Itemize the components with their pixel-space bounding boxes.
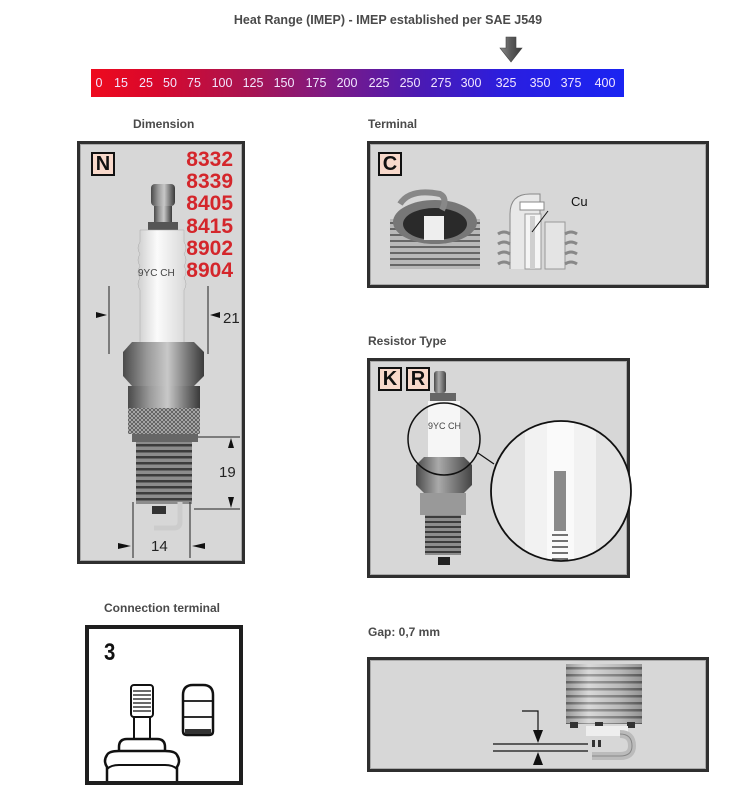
scale-value: 225: [368, 76, 390, 90]
svg-text:9YC CH: 9YC CH: [428, 421, 462, 431]
resistor-illustration: [370, 361, 627, 575]
resistor-type-panel: [367, 358, 630, 578]
scale-value: 25: [139, 76, 153, 90]
scale-value: 150: [273, 76, 295, 90]
reach-value: 19: [219, 464, 236, 481]
scale-value: 375: [560, 76, 582, 90]
terminal-code-badge: C: [378, 152, 402, 176]
dimension-label: Dimension: [133, 117, 195, 131]
hex-size-value: 21: [223, 310, 240, 327]
spark-plug-illustration: [80, 144, 242, 561]
scale-value: 200: [336, 76, 358, 90]
part-number: 8332: [186, 148, 233, 171]
copper-core-label: Cu: [571, 194, 588, 209]
connection-terminal-illustration: [89, 629, 239, 781]
scale-value: 125: [242, 76, 264, 90]
terminal-illustration: [370, 144, 706, 285]
scale-value: 275: [430, 76, 452, 90]
part-number: 8339: [186, 170, 233, 194]
gap-illustration: [370, 660, 706, 769]
dimension-panel: [77, 141, 245, 564]
heat-range-scale: [91, 69, 624, 97]
heat-range-title: Heat Range (IMEP) - IMEP established per SAE J549: [233, 13, 543, 27]
resistor-type-label: Resistor Type: [368, 334, 447, 348]
scale-value: 250: [399, 76, 421, 90]
part-number: 8902: [186, 236, 233, 260]
insulator-marking: 9YC CH: [138, 268, 175, 279]
scale-value: 400: [594, 76, 616, 90]
terminal-label: Terminal: [368, 117, 418, 131]
scale-value-selected: 325: [495, 76, 517, 90]
resistor-code-badge-r: R: [406, 367, 430, 391]
thread-diameter-value: 14: [151, 538, 168, 555]
terminal-panel: [367, 141, 709, 288]
scale-value: 75: [187, 76, 201, 90]
scale-value: 15: [114, 76, 128, 90]
part-number: 8904: [186, 259, 233, 283]
scale-value: 50: [163, 76, 177, 90]
dimension-code-badge: N: [91, 152, 115, 176]
scale-value: 300: [460, 76, 482, 90]
connection-terminal-label: Connection terminal: [104, 601, 221, 615]
gap-panel: [367, 657, 709, 772]
resistor-code-badge-k: K: [378, 367, 402, 391]
scale-value: 0: [95, 76, 103, 90]
part-number: 8405: [186, 192, 233, 216]
scale-value: 100: [211, 76, 233, 90]
connection-terminal-panel: [85, 625, 243, 785]
scale-value: 350: [529, 76, 551, 90]
connection-terminal-code: 3: [104, 639, 116, 666]
part-number: 8415: [186, 214, 233, 238]
scale-value: 175: [305, 76, 327, 90]
down-arrow-icon: [499, 37, 523, 63]
gap-label: Gap: 0,7 mm: [368, 625, 441, 639]
